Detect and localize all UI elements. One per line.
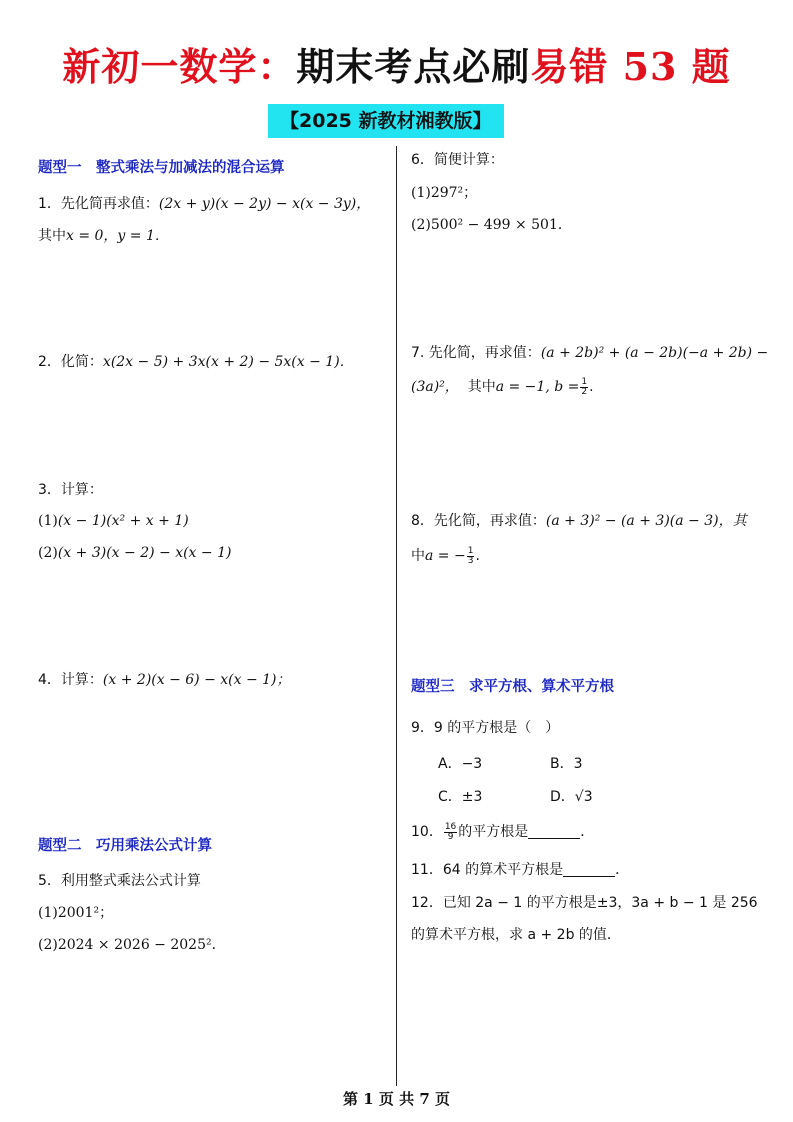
question-8-frac-den: 3 <box>467 555 474 566</box>
question-1-line2 <box>38 226 169 246</box>
question-7-end: . <box>589 379 594 395</box>
question-10 <box>411 822 594 842</box>
question-1-expr: (2x + y)(x − 2y) − x(x − 3y)， <box>158 196 371 212</box>
question-5-prefix: 5．利用整式乘法公式计算 <box>38 873 201 889</box>
question-9-option-c: C．±3 <box>438 789 483 805</box>
question-1-prefix: 1．先化简再求值： <box>38 196 159 212</box>
question-7-prefix: 7. 先化简，再求值： <box>411 345 541 361</box>
question-10-prefix: 10． <box>411 824 443 840</box>
page-footer: 第 1 页 共 7 页 <box>343 1090 450 1108</box>
question-8-cond: a = − <box>425 548 466 564</box>
question-8-fraction <box>467 547 475 566</box>
question-12-line2: 的算术平方根，求 a + 2b 的值． <box>411 927 621 943</box>
question-10-blank <box>528 824 580 839</box>
question-1-line1 <box>38 194 370 214</box>
column-divider <box>396 146 397 1086</box>
question-6-prefix: 6．简便计算： <box>411 152 504 168</box>
question-11-blank <box>563 862 615 877</box>
question-4 <box>38 670 291 690</box>
section-title-3: 题型三 求平方根、算术平方根 <box>411 678 614 695</box>
question-9-prefix: 9．9 的平方根是（ ） <box>411 720 560 736</box>
page-title <box>0 40 793 94</box>
question-7-fraction <box>580 378 588 397</box>
question-4-prefix: 4．计算： <box>38 672 103 688</box>
question-7-cond-label: 其中 <box>467 379 496 395</box>
question-7-expr2: (3a)²， <box>411 379 459 395</box>
question-7-frac-num: 1 <box>581 376 588 387</box>
question-7-line1 <box>411 343 768 363</box>
question-6-part1: (1)297²； <box>411 185 478 201</box>
question-3-p2-label: (2) <box>38 545 58 561</box>
question-1-cond: x = 0，y = 1． <box>66 228 169 244</box>
question-12-line1: 12．已知 2a − 1 的平方根是±3，3a + b − 1 是 256 <box>411 895 758 911</box>
question-2-prefix: 2．化简： <box>38 354 103 370</box>
question-7-line2 <box>411 377 594 397</box>
question-8-end: . <box>475 548 480 564</box>
section-title-2: 题型二 巧用乘法公式计算 <box>38 837 212 854</box>
question-11-end: ． <box>615 862 630 878</box>
question-8-line1 <box>411 511 747 531</box>
question-3-p1-label: (1) <box>38 513 58 529</box>
question-8-prefix: 8．先化简，再求值： <box>411 513 546 529</box>
question-8-expr: (a + 3)² − (a + 3)(a − 3)，其 <box>545 513 747 529</box>
question-8-cond-label: 中 <box>411 548 425 564</box>
question-10-fraction <box>444 823 457 842</box>
question-7-frac-den: 2 <box>581 386 588 397</box>
question-8-line2 <box>411 546 480 566</box>
title-part1: 新初一数学： <box>62 44 297 89</box>
question-11-text: 11．64 的算术平方根是 <box>411 862 564 878</box>
question-2 <box>38 352 354 372</box>
question-2-expr: x(2x − 5) + 3x(x + 2) − 5x(x − 1)． <box>102 354 354 370</box>
question-1-cond-label: 其中 <box>38 228 66 244</box>
question-11 <box>411 860 629 880</box>
question-9-option-b: B．3 <box>550 756 583 772</box>
edition-badge: 【2025 新教材湘教版】 <box>268 104 504 138</box>
question-10-frac-num: 16 <box>444 821 457 832</box>
question-8-frac-num: 1 <box>467 545 474 556</box>
question-9-option-a: A．−3 <box>438 756 483 772</box>
question-7-cond: a = −1, b = <box>495 379 580 395</box>
question-10-frac-den: 9 <box>447 831 454 842</box>
question-3-prefix: 3．计算： <box>38 482 103 498</box>
question-4-expr: (x + 2)(x − 6) − x(x − 1)； <box>102 672 291 688</box>
question-3-p1: (x − 1)(x² + x + 1) <box>57 513 189 529</box>
question-3-part1 <box>38 511 189 531</box>
question-5-part1: (1)2001²； <box>38 905 114 921</box>
section-title-1: 题型一 整式乘法与加减法的混合运算 <box>38 159 285 176</box>
question-5-part2: (2)2024 × 2026 − 2025²． <box>38 937 226 953</box>
title-part3: 易错 53 题 <box>530 44 731 89</box>
question-10-end: ． <box>580 824 595 840</box>
question-7-expr: (a + 2b)² + (a − 2b)(−a + 2b) − <box>540 345 769 361</box>
question-3-p2: (x + 3)(x − 2) − x(x − 1) <box>57 545 232 561</box>
question-9-option-d: D．√3 <box>550 789 593 805</box>
question-10-text: 的平方根是 <box>458 824 529 840</box>
title-part2: 期末考点必刷 <box>296 44 531 89</box>
question-6-part2: (2)500² − 499 × 501． <box>411 217 572 233</box>
question-3-part2 <box>38 543 231 563</box>
